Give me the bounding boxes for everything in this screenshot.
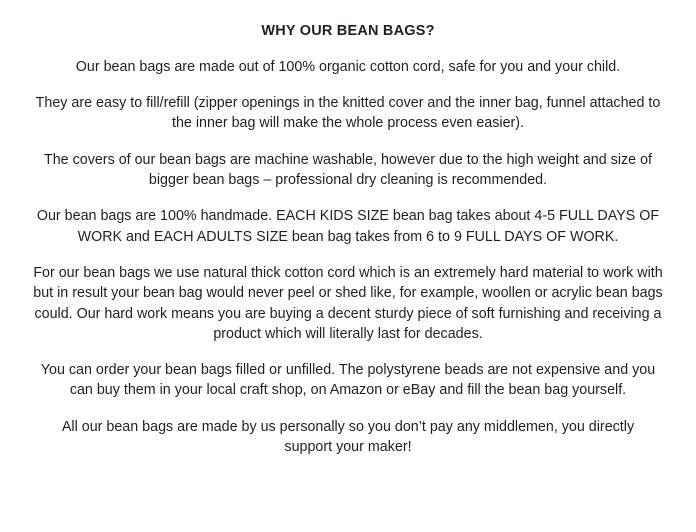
paragraph-machine-washable: The covers of our bean bags are machine washable, however due to the high weight and size of bigger bean bags – professional dry cleaning is recommended. bbox=[44, 151, 652, 189]
page-title: WHY OUR BEAN BAGS? bbox=[261, 23, 435, 39]
paragraph-support-your-maker: All our bean bags are made by us personally so you don’t pay any middlemen, you directly support your maker! bbox=[61, 418, 635, 455]
paragraph-natural-cotton-cord: For our bean bags we use natural thick cotton cord which is an extremely hard material to work with but in result your bean bag would never peel or shed like, for example, woollen or acrylic bean bags could. Our hard work means you are buying a decent sturdy piece of soft furnishing and receiving a product which will literally last for decades. bbox=[33, 264, 663, 342]
paragraph-handmade: Our bean bags are 100% handmade. EACH KIDS SIZE bean bag takes about 4-5 FULL DAYS OF WORK and EACH ADULTS SIZE bean bag takes from 6 to 9 FULL DAYS OF WORK. bbox=[36, 208, 660, 245]
paragraph-filled-or-unfilled: You can order your bean bags filled or unfilled. The polystyrene beads are not expensive and you can buy them in your local craft shop, on Amazon or eBay and fill the bean bag yourself. bbox=[40, 362, 656, 399]
paragraph-easy-to-fill: They are easy to fill/refill (zipper openings in the knitted cover and the inner bag, funnel attached to the inner bag will make the whole process even easier). bbox=[35, 95, 661, 132]
paragraph-organic-cotton: Our bean bags are made out of 100% organic cotton cord, safe for you and your child. bbox=[75, 58, 621, 75]
